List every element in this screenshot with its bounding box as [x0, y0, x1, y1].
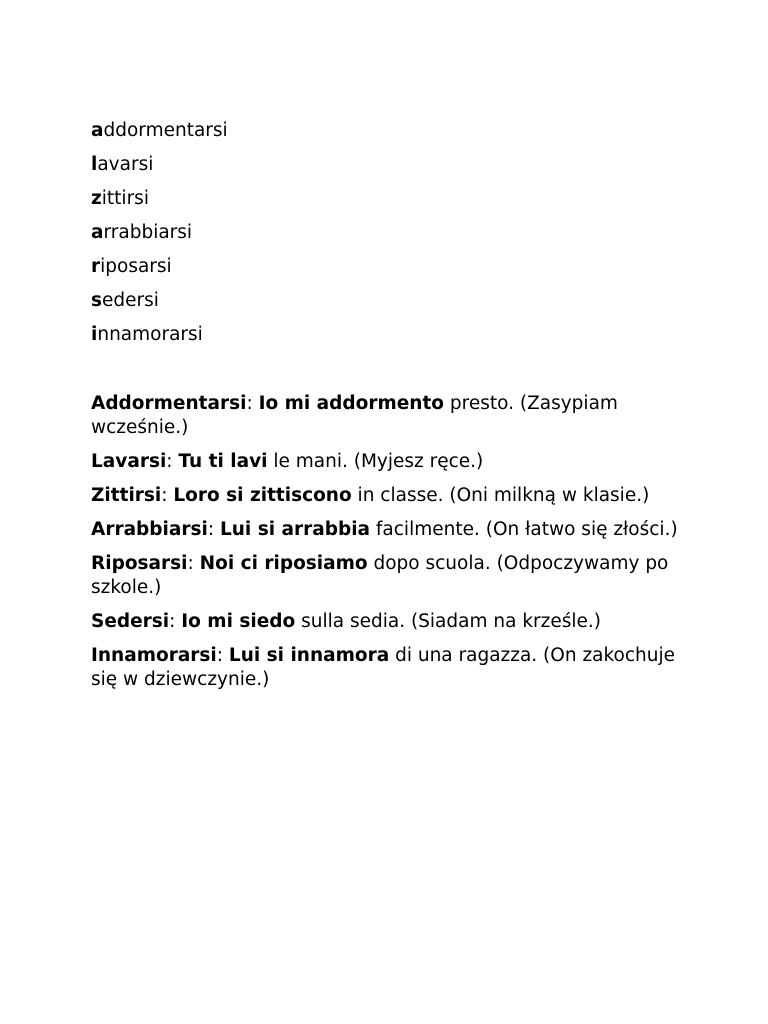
example-rest: le mani. (Myjesz ręce.): [267, 451, 484, 472]
acrostic-rest: ittirsi: [101, 188, 149, 209]
example-phrase: Noi ci riposiamo: [199, 553, 368, 574]
example-sentence: [91, 518, 691, 542]
example-separator: :: [187, 553, 200, 574]
example-sentence: [91, 450, 691, 474]
acrostic-initial: l: [91, 154, 98, 175]
example-phrase: Lui si innamora: [228, 645, 390, 666]
example-verb: Addormentarsi: [91, 393, 247, 414]
example-verb: Arrabbiarsi: [91, 519, 208, 540]
example-verb: Riposarsi: [91, 553, 188, 574]
example-rest: in classe. (Oni milkną w klasie.): [351, 485, 650, 506]
example-rest: sulla sedia. (Siadam na krześle.): [295, 611, 601, 632]
acrostic-item: [91, 289, 228, 313]
example-verb: Sedersi: [91, 611, 170, 632]
example-separator: :: [169, 611, 182, 632]
acrostic-item: [91, 187, 228, 211]
example-separator: :: [207, 519, 220, 540]
acrostic-list: [91, 119, 228, 357]
acrostic-initial: r: [91, 256, 101, 277]
acrostic-rest: ddormentarsi: [103, 120, 228, 141]
example-verb: Innamorarsi: [91, 645, 217, 666]
example-separator: :: [166, 451, 179, 472]
example-rest: presto. (Zasypiam wcześnie.): [91, 393, 618, 438]
example-separator: :: [216, 645, 229, 666]
example-phrase: Loro si zittiscono: [173, 485, 352, 506]
example-rest: facilmente. (On łatwo się złości.): [370, 519, 678, 540]
acrostic-rest: avarsi: [97, 154, 154, 175]
acrostic-rest: nnamorarsi: [97, 324, 203, 345]
acrostic-item: [91, 221, 228, 245]
example-separator: :: [246, 393, 259, 414]
example-phrase: Io mi siedo: [181, 611, 296, 632]
acrostic-initial: i: [91, 324, 98, 345]
acrostic-initial: s: [91, 290, 103, 311]
acrostic-rest: edersi: [102, 290, 159, 311]
acrostic-initial: z: [91, 188, 102, 209]
acrostic-item: [91, 153, 228, 177]
example-phrase: Tu ti lavi: [178, 451, 268, 472]
acrostic-item: [91, 119, 228, 143]
example-verb: Zittirsi: [91, 485, 162, 506]
example-sentence: [91, 644, 691, 692]
example-phrase: Lui si arrabbia: [219, 519, 371, 540]
acrostic-item: [91, 323, 228, 347]
acrostic-initial: a: [91, 222, 104, 243]
example-sentence: [91, 610, 691, 634]
example-sentence: [91, 392, 691, 440]
acrostic-rest: iposarsi: [100, 256, 172, 277]
acrostic-rest: rrabbiarsi: [103, 222, 193, 243]
example-separator: :: [161, 485, 174, 506]
example-rest: dopo scuola. (Odpoczywamy po szkole.): [91, 553, 669, 598]
example-sentence: [91, 552, 691, 600]
example-rest: di una ragazza. (On zakochuje się w dziewczynie.): [91, 645, 676, 690]
example-phrase: Io mi addormento: [258, 393, 445, 414]
example-verb: Lavarsi: [91, 451, 167, 472]
example-sentence: [91, 484, 691, 508]
example-sentences-list: [91, 392, 691, 702]
acrostic-item: [91, 255, 228, 279]
acrostic-initial: a: [91, 120, 104, 141]
